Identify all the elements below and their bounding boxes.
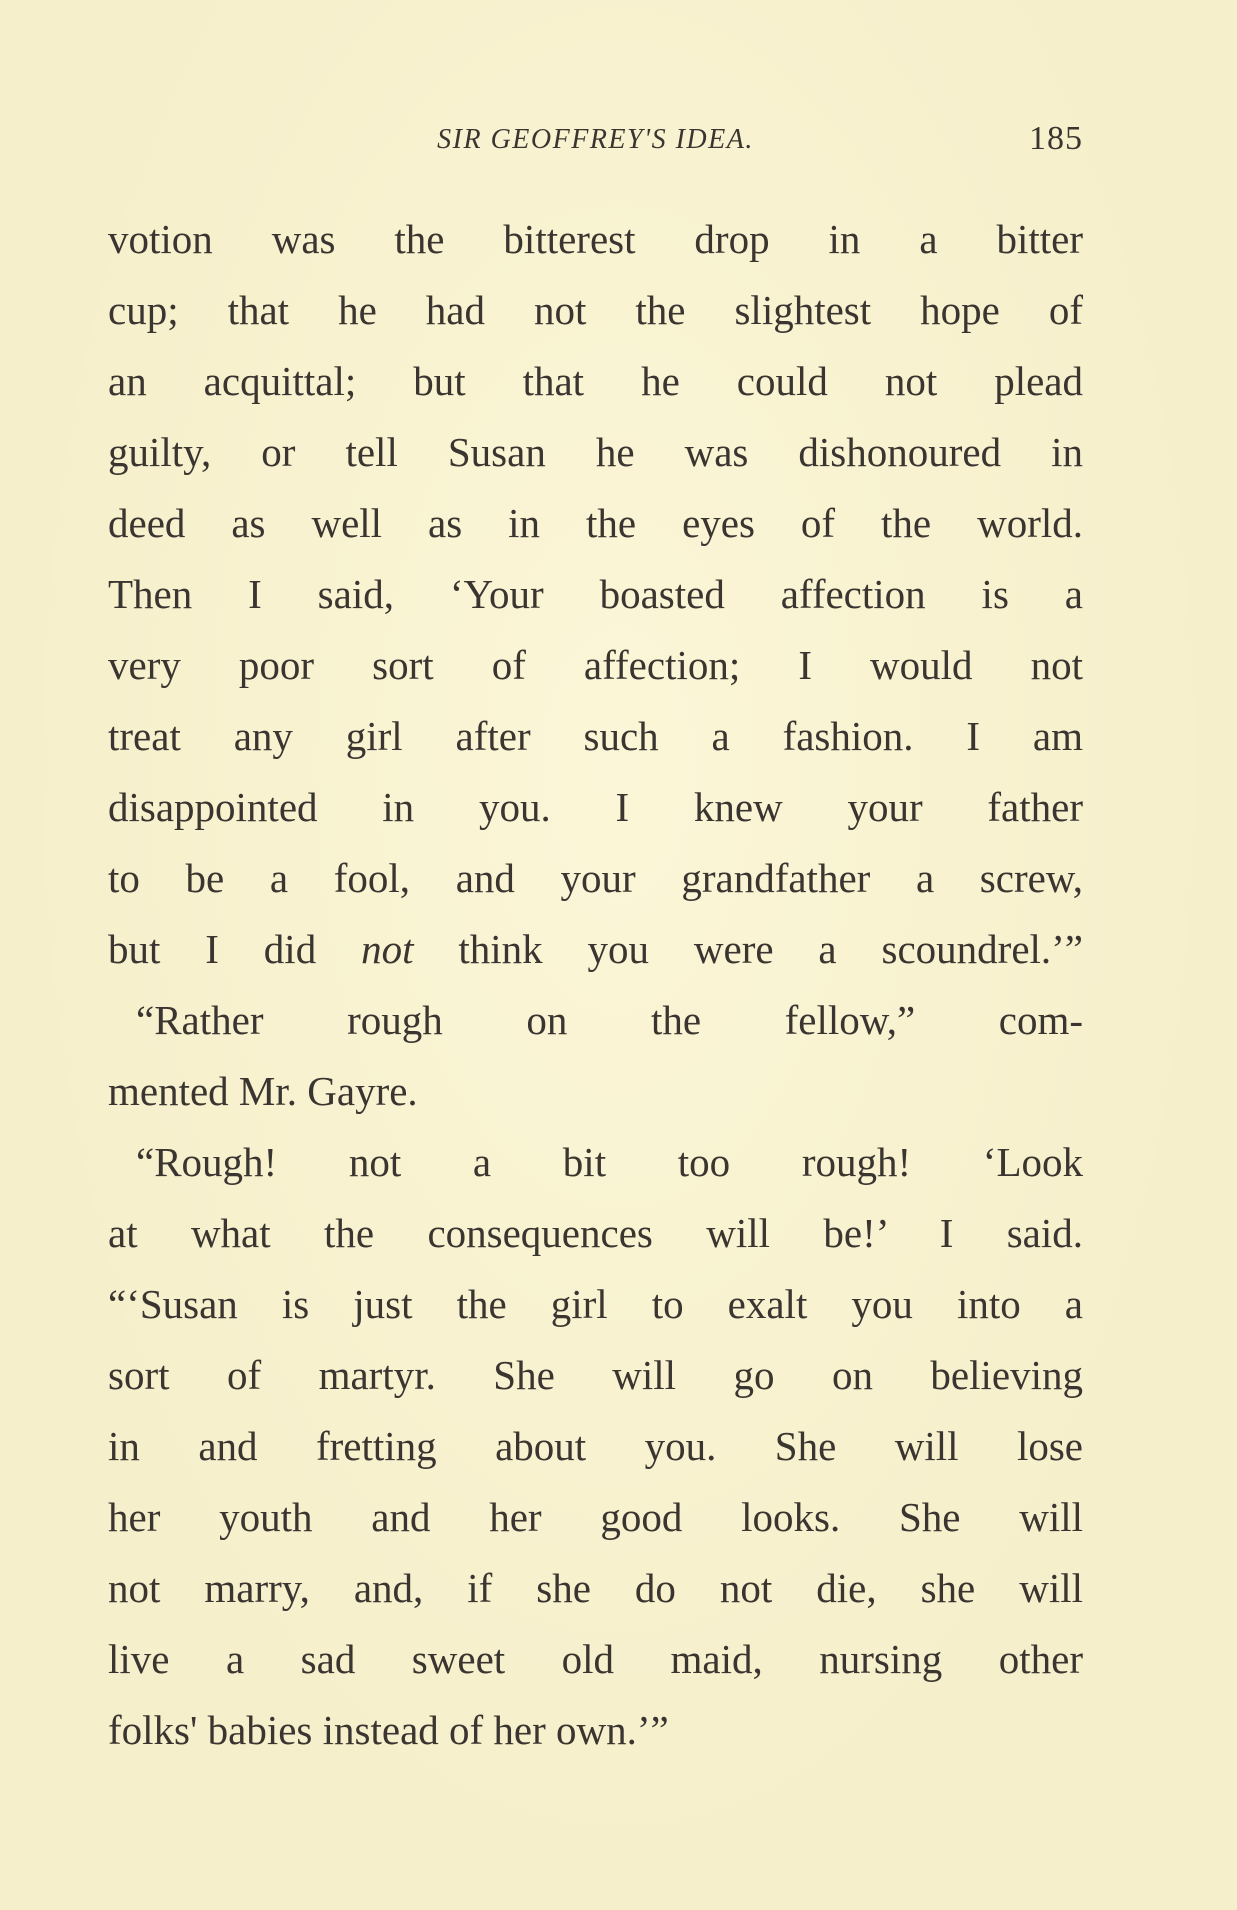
running-title: SIR GEOFFREY'S IDEA. (437, 124, 754, 155)
text-line: cup; that he had not the slightest hope of (108, 287, 1083, 333)
text-line: “Rough! not a bit too rough! ‘Look (136, 1139, 1083, 1185)
text-line: votion was the bitterest drop in a bitter (108, 216, 1083, 262)
text-line: folks' babies instead of her own.’” (108, 1707, 669, 1753)
text-line: guilty, or tell Susan he was dishonoured in (108, 429, 1083, 475)
text-line: disappointed in you. I knew your father (108, 784, 1083, 830)
text-line: deed as well as in the eyes of the world. (108, 500, 1083, 546)
text-line: “Rather rough on the fellow,” com- (136, 997, 1083, 1043)
text-line: her youth and her good looks. She will (108, 1494, 1083, 1540)
text-run: but I did (108, 926, 362, 972)
text-line: Then I said, ‘Your boasted affection is a (108, 571, 1083, 617)
text-line: very poor sort of affection; I would not (108, 642, 1083, 688)
text-line: mented Mr. Gayre. (108, 1068, 418, 1114)
running-head (108, 120, 1083, 170)
emphasis-not: not (361, 926, 414, 972)
text-line (108, 914, 1083, 985)
text-line: not marry, and, if she do not die, she will (108, 1565, 1083, 1611)
text-run: think you were a scoundrel.’” (413, 926, 1084, 972)
text-line: in and fretting about you. She will lose (108, 1423, 1083, 1469)
text-line: an acquittal; but that he could not plead (108, 358, 1083, 404)
text-line: treat any girl after such a fashion. I am (108, 713, 1083, 759)
text-line: at what the consequences will be!’ I said. (108, 1210, 1083, 1256)
text-line: to be a fool, and your grandfather a screw, (108, 855, 1083, 901)
text-line: sort of martyr. She will go on believing (108, 1352, 1083, 1398)
text-line: “‘Susan is just the girl to exalt you into a (108, 1281, 1083, 1327)
page-number: 185 (1029, 120, 1083, 157)
text-line: live a sad sweet old maid, nursing other (108, 1636, 1083, 1682)
body-text (108, 204, 1083, 1766)
